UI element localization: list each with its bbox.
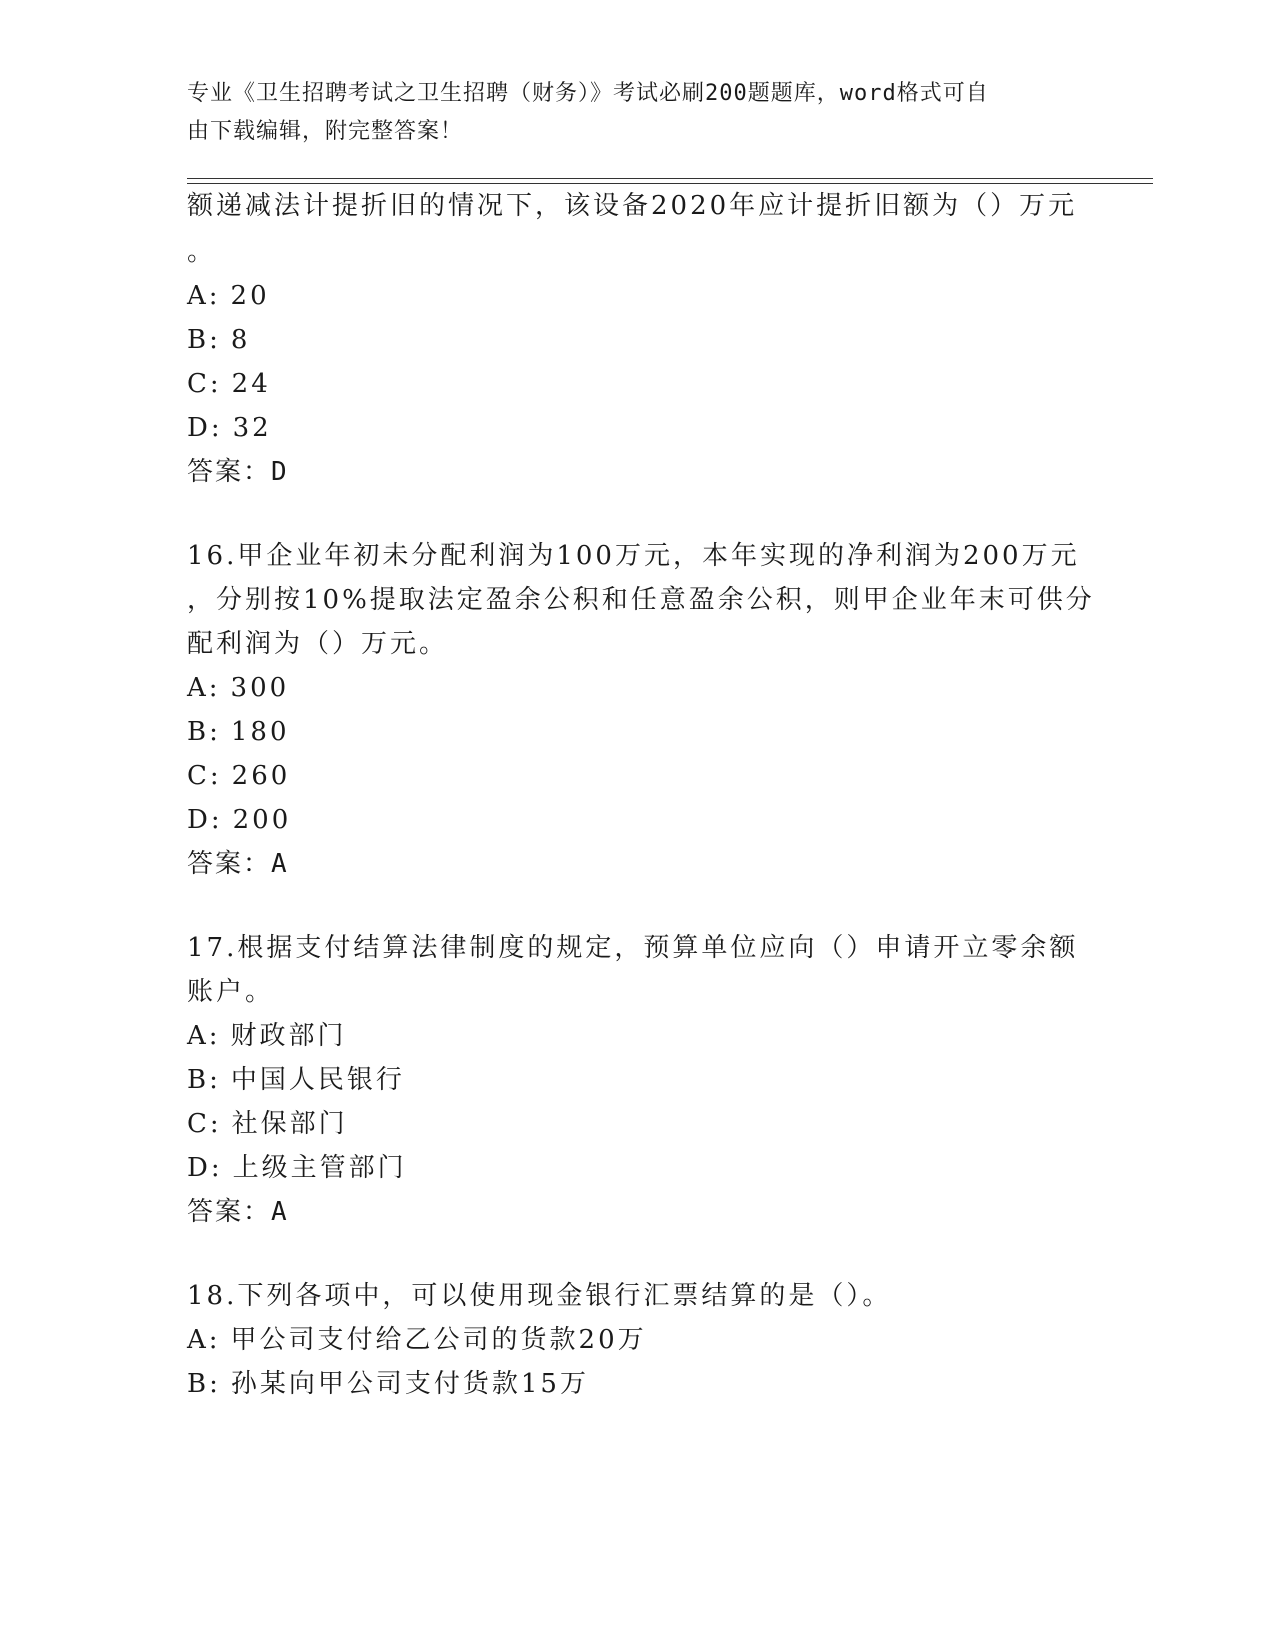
option-item: [187, 1152, 407, 1184]
answer-value: A: [271, 1197, 289, 1227]
option-text: 200: [232, 805, 292, 835]
option-item: [187, 368, 271, 400]
question-stem-line: 18.下列各项中，可以使用现金银行汇票结算的是（）。: [187, 1281, 892, 1311]
option-letter: B:: [187, 1065, 221, 1095]
answer-value: A: [271, 849, 289, 879]
answer-label: 答案：: [187, 457, 272, 487]
option-item: [187, 280, 270, 312]
option-text: 8: [230, 325, 251, 355]
answer-label: 答案：: [187, 849, 272, 879]
option-item: [187, 1108, 348, 1140]
header-divider-top: [187, 178, 1153, 179]
option-item: [187, 412, 272, 444]
option-letter: B:: [187, 717, 221, 747]
answer-value: D: [271, 457, 289, 487]
option-text: 300: [230, 673, 290, 703]
option-item: [187, 1064, 405, 1096]
header-line-1: 专业《卫生招聘考试之卫生招聘（财务）》考试必刷200题题库，word格式可自: [187, 81, 989, 106]
option-text: 社保部门: [231, 1109, 348, 1139]
answer-label: 答案：: [187, 1197, 272, 1227]
option-text: 上级主管部门: [232, 1153, 407, 1183]
option-letter: D:: [187, 1153, 223, 1183]
option-letter: A:: [187, 673, 221, 703]
option-text: 180: [230, 717, 290, 747]
option-item: [187, 760, 290, 792]
option-letter: D:: [187, 413, 223, 443]
document-header: [187, 75, 1067, 151]
answer-line: [187, 848, 289, 880]
option-letter: D:: [187, 805, 223, 835]
question-stem-line: 16.甲企业年初未分配利润为100万元，本年实现的净利润为200万元: [187, 541, 1080, 571]
question-stem-line: 。: [187, 237, 217, 267]
option-letter: A:: [187, 281, 221, 311]
question-stem-line: 配利润为（）万元。: [187, 629, 449, 659]
option-text: 中国人民银行: [230, 1065, 405, 1095]
option-text: 32: [232, 413, 272, 443]
option-text: 20: [230, 281, 270, 311]
question-stem-line: 账户。: [187, 977, 275, 1007]
option-letter: A:: [187, 1021, 221, 1051]
question-stem-line: 额递减法计提折旧的情况下，该设备2020年应计提折旧额为（）万元: [187, 191, 1078, 221]
option-letter: B:: [187, 325, 221, 355]
option-text: 24: [231, 369, 271, 399]
option-item: [187, 716, 290, 748]
header-divider-bottom: [187, 183, 1153, 184]
option-letter: A:: [187, 1325, 221, 1355]
option-item: [187, 1368, 589, 1400]
header-line-2: 由下载编辑，附完整答案！: [187, 119, 464, 144]
option-item: [187, 672, 289, 704]
option-item: [187, 804, 291, 836]
option-item: [187, 1020, 347, 1052]
option-text: 财政部门: [230, 1021, 347, 1051]
option-letter: C:: [187, 1109, 222, 1139]
option-item: [187, 1324, 647, 1356]
option-text: 孙某向甲公司支付货款15万: [230, 1369, 589, 1399]
option-item: [187, 324, 250, 356]
question-stem-line: 17.根据支付结算法律制度的规定，预算单位应向（）申请开立零余额: [187, 933, 1079, 963]
option-letter: C:: [187, 761, 222, 791]
option-text: 260: [231, 761, 291, 791]
question-stem-line: ，分别按10%提取法定盈余公积和任意盈余公积，则甲企业年末可供分: [187, 585, 1095, 615]
option-text: 甲公司支付给乙公司的货款20万: [230, 1325, 647, 1355]
answer-line: [187, 1196, 289, 1228]
answer-line: [187, 456, 289, 488]
option-letter: C:: [187, 369, 222, 399]
option-letter: B:: [187, 1369, 221, 1399]
